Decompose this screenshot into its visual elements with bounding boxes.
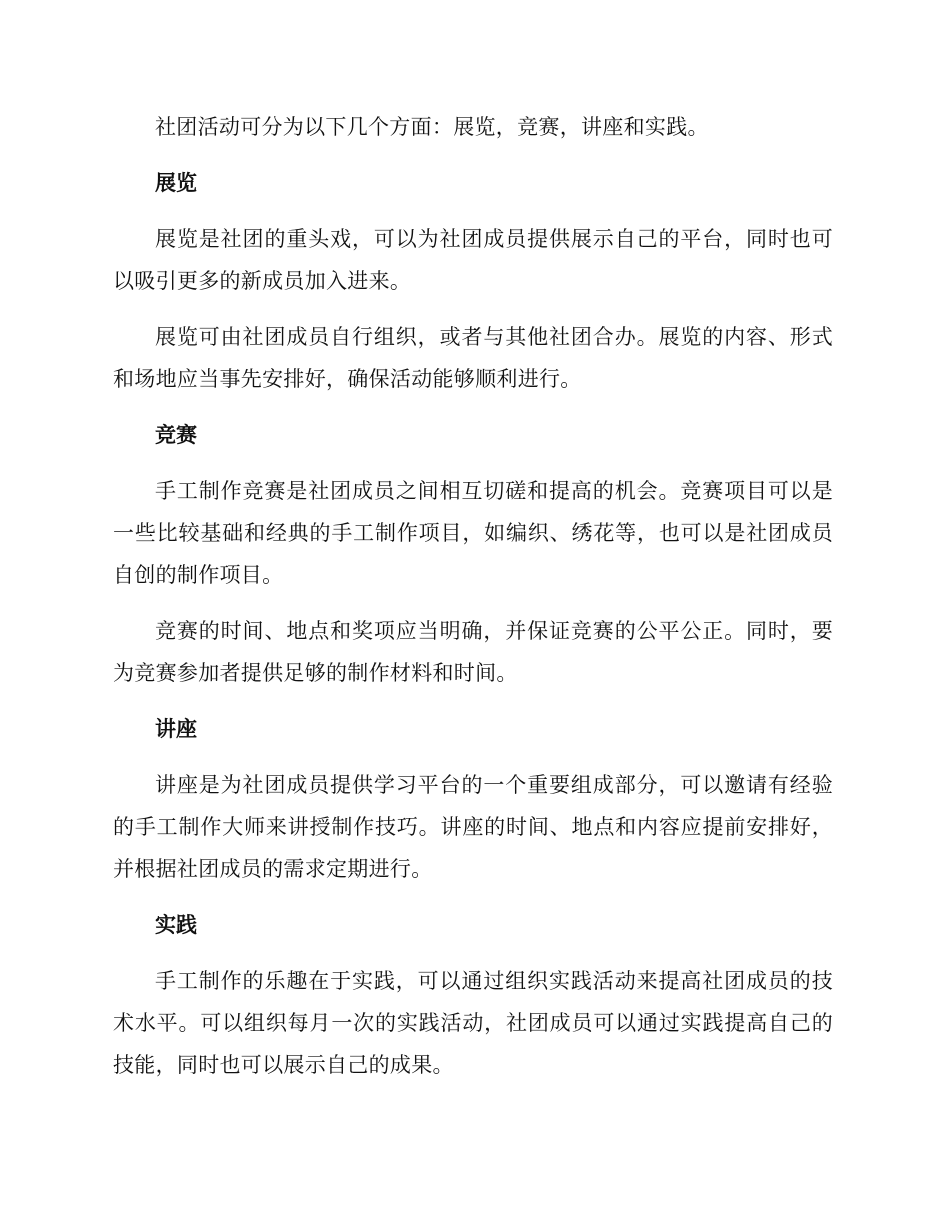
lecture-paragraph-1: 讲座是为社团成员提供学习平台的一个重要组成部分，可以邀请有经验的手工制作大师来讲授制作技巧。讲座的时间、地点和内容应提前安排好，并根据社团成员的需求定期进行。 (113, 773, 833, 881)
heading-competition: 竞赛 (155, 423, 197, 447)
practice-paragraph-1: 手工制作的乐趣在于实践，可以通过组织实践活动来提高社团成员的技术水平。可以组织每月一次的实践活动，社团成员可以通过实践提高自己的技能，同时也可以展示自己的成果。 (113, 969, 833, 1077)
competition-paragraph-1: 手工制作竞赛是社团成员之间相互切磋和提高的机会。竞赛项目可以是一些比较基础和经典的手工制作项目，如编织、绣花等，也可以是社团成员自创的制作项目。 (113, 479, 833, 587)
competition-paragraph-2: 竞赛的时间、地点和奖项应当明确，并保证竞赛的公平公正。同时，要为竞赛参加者提供足够的制作材料和时间。 (113, 619, 833, 685)
intro-paragraph: 社团活动可分为以下几个方面：展览，竞赛，讲座和实践。 (155, 115, 709, 139)
exhibition-paragraph-2: 展览可由社团成员自行组织，或者与其他社团合办。展览的内容、形式和场地应当事先安排好，确保活动能够顺利进行。 (113, 325, 833, 391)
heading-lecture: 讲座 (155, 717, 197, 741)
document-page (113, 106, 833, 1100)
heading-exhibition: 展览 (155, 171, 197, 195)
exhibition-paragraph-1: 展览是社团的重头戏，可以为社团成员提供展示自己的平台，同时也可以吸引更多的新成员加入进来。 (113, 227, 833, 293)
heading-practice: 实践 (155, 913, 197, 937)
